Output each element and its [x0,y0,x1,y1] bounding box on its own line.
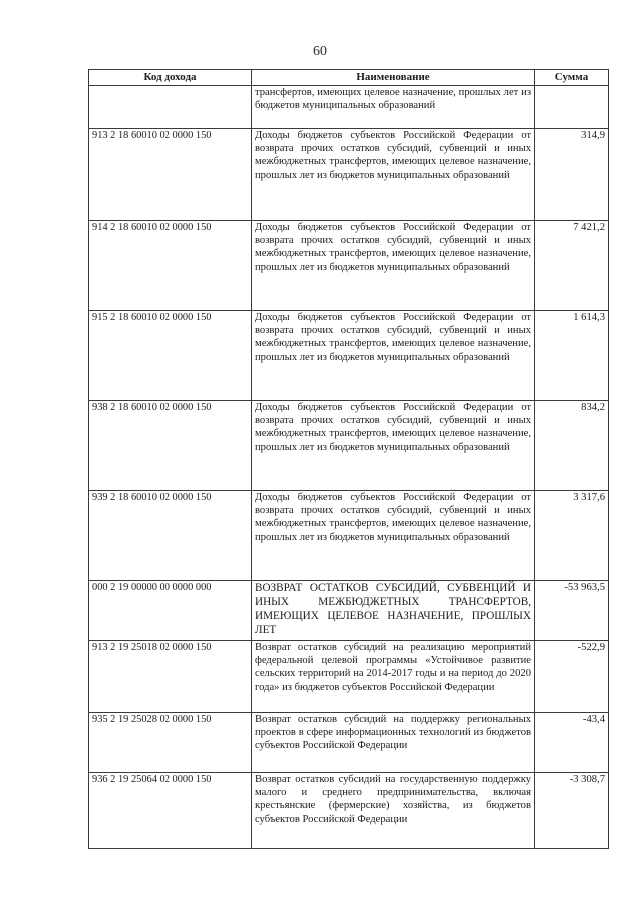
revenue-sum: -43,4 [535,713,609,773]
revenue-name-text: Возврат остатков субсидий на государственную поддержку малого и среднего предпринимательства, включая крестьянские (фермерские) хозяйства, из бюджетов субъектов Российской Федерации [255,774,531,825]
revenue-name [252,86,535,129]
revenue-name-text: Доходы бюджетов субъектов Российской Федерации от возврата прочих остатков субсидий, субвенций и иных межбюджетных трансфертов, имеющих целевое назначение, прошлых лет из бюджетов муниципальных образований [255,312,531,363]
revenue-name [252,221,535,311]
revenue-code: 938 2 18 60010 02 0000 150 [89,401,252,491]
table-row [89,221,609,311]
revenue-code: 936 2 19 25064 02 0000 150 [89,773,252,849]
revenue-code: 914 2 18 60010 02 0000 150 [89,221,252,311]
revenue-code: 913 2 18 60010 02 0000 150 [89,129,252,221]
table-row [89,641,609,713]
table-row [89,129,609,221]
revenue-sum: 834,2 [535,401,609,491]
revenue-sum: -53 963,5 [535,581,609,641]
revenue-name [252,311,535,401]
table-row [89,401,609,491]
table-row [89,491,609,581]
revenue-code: 935 2 19 25028 02 0000 150 [89,713,252,773]
table-row [89,773,609,849]
revenue-name [252,641,535,713]
revenue-name-text: Доходы бюджетов субъектов Российской Федерации от возврата прочих остатков субсидий, субвенций и иных межбюджетных трансфертов, имеющих целевое назначение, прошлых лет из бюджетов муниципальных образований [255,130,531,181]
header-sum: Сумма [535,70,609,86]
revenue-name [252,713,535,773]
header-code: Код дохода [89,70,252,86]
revenue-name [252,129,535,221]
header-name: Наименование [252,70,535,86]
revenue-code [89,86,252,129]
revenue-table [88,69,609,849]
table-row [89,311,609,401]
revenue-name [252,773,535,849]
revenue-name-text: Возврат остатков субсидий на реализацию мероприятий федеральной целевой программы «Устойчивое развитие сельских территорий на 2014-2017 годы и на период до 2020 года» из бюджетов субъектов Российской Федерации [255,642,531,693]
revenue-sum: 1 614,3 [535,311,609,401]
revenue-sum: -522,9 [535,641,609,713]
revenue-name-text: Доходы бюджетов субъектов Российской Федерации от возврата прочих остатков субсидий, субвенций и иных межбюджетных трансфертов, имеющих целевое назначение, прошлых лет из бюджетов муниципальных образований [255,402,531,453]
revenue-sum: -3 308,7 [535,773,609,849]
revenue-name [252,491,535,581]
revenue-code: 000 2 19 00000 00 0000 000 [89,581,252,641]
revenue-name [252,581,535,641]
page-number: 60 [313,44,327,59]
revenue-name-text: Возврат остатков субсидий на поддержку региональных проектов в сфере информационных технологий из бюджетов субъектов Российской Федерации [255,714,531,752]
table-row [89,86,609,129]
revenue-code: 939 2 18 60010 02 0000 150 [89,491,252,581]
revenue-name-text: трансфертов, имеющих целевое назначение, прошлых лет из бюджетов муниципальных образований [255,87,531,112]
table-row [89,581,609,641]
revenue-name-text: Доходы бюджетов субъектов Российской Федерации от возврата прочих остатков субсидий, субвенций и иных межбюджетных трансфертов, имеющих целевое назначение, прошлых лет из бюджетов муниципальных образований [255,492,531,543]
revenue-sum: 3 317,6 [535,491,609,581]
revenue-code: 913 2 19 25018 02 0000 150 [89,641,252,713]
revenue-sum: 7 421,2 [535,221,609,311]
revenue-sum [535,86,609,129]
revenue-code: 915 2 18 60010 02 0000 150 [89,311,252,401]
revenue-name-text: ВОЗВРАТ ОСТАТКОВ СУБСИДИЙ, СУБВЕНЦИЙ И ИНЫХ МЕЖБЮДЖЕТНЫХ ТРАНСФЕРТОВ, ИМЕЮЩИХ ЦЕЛЕВОЕ НАЗНАЧЕНИЕ, ПРОШЛЫХ ЛЕТ [255,582,531,636]
revenue-name-text: Доходы бюджетов субъектов Российской Федерации от возврата прочих остатков субсидий, субвенций и иных межбюджетных трансфертов, имеющих целевое назначение, прошлых лет из бюджетов муниципальных образований [255,222,531,273]
table-header-row [89,70,609,86]
revenue-name [252,401,535,491]
revenue-sum: 314,9 [535,129,609,221]
table-row [89,713,609,773]
